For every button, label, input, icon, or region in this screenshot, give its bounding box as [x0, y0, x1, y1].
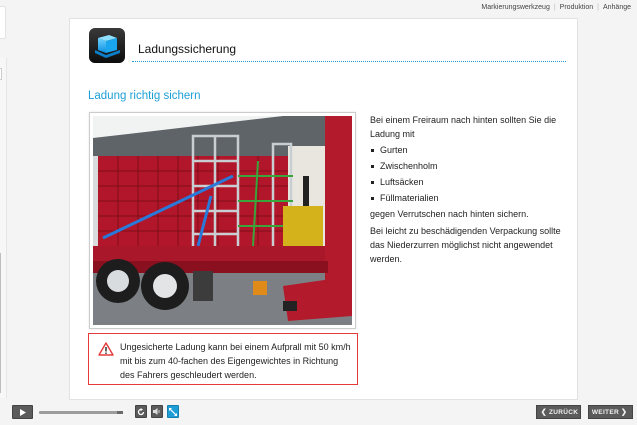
list-item: Füllmaterialien: [370, 191, 570, 205]
page-title: Ladungssicherung: [138, 42, 237, 56]
reload-button[interactable]: [135, 405, 147, 418]
list-item: Gurten: [370, 143, 570, 157]
truck-image: [93, 116, 352, 325]
topnav-separator: |: [597, 4, 599, 11]
topnav-markierungswerkzeug[interactable]: Markierungswerkzeug: [481, 4, 550, 11]
truck-photo: [89, 112, 356, 329]
topnav-separator: |: [553, 4, 556, 11]
fullscreen-icon: [169, 408, 177, 416]
outro-text: gegen Verrutschen nach hinten sichern.: [370, 209, 529, 219]
warning-box: [88, 333, 358, 385]
topnav-anhaenge[interactable]: Anhänge: [602, 4, 631, 11]
left-collapsed-sidebar: [0, 58, 7, 398]
progress-handle[interactable]: [117, 411, 123, 414]
play-button[interactable]: [12, 405, 33, 419]
slide-panel: [69, 18, 578, 400]
play-icon: [20, 409, 26, 416]
progress-slider[interactable]: [39, 411, 123, 414]
chevron-right-icon: ❯: [620, 409, 628, 416]
cargo-box-icon: [89, 28, 125, 63]
audio-button[interactable]: [151, 405, 163, 418]
next-button-label: WEITER: [591, 408, 619, 416]
left-collapsed-panel-top: [0, 6, 6, 39]
player-controls: [0, 400, 637, 425]
next-button[interactable]: [588, 405, 633, 419]
sidebar-input-stub[interactable]: [0, 68, 2, 80]
header-divider: [132, 61, 566, 62]
warning-triangle-icon: [98, 342, 114, 356]
back-button-label: ZURÜCK: [548, 408, 579, 416]
chevron-left-icon: ❮: [540, 409, 547, 416]
back-button[interactable]: [536, 405, 581, 419]
section-title: Ladung richtig sichern: [88, 90, 201, 102]
warning-text: Ungesicherte Ladung kann bei einem Aufprall mit 50 km/h mit bis zum 40-fachen des Eigengewichtes in Richtung des Fahrers geschleudert werden.: [120, 342, 351, 380]
topnav-produktion[interactable]: Produktion: [559, 4, 594, 11]
speaker-icon: [153, 408, 161, 415]
securing-methods-list: [370, 143, 570, 205]
list-item: Zwischenholm: [370, 159, 570, 173]
sidebar-scrollbar[interactable]: [0, 253, 1, 393]
note-text: Bei leicht zu beschädigenden Verpackung sollte das Niederzurren möglichst nicht angewendet werden.: [370, 226, 561, 264]
top-navigation: [481, 4, 631, 11]
list-item: Luftsäcken: [370, 175, 570, 189]
reload-icon: [137, 408, 145, 416]
intro-text: Bei einem Freiraum nach hinten sollten Sie die Ladung mit: [370, 115, 557, 139]
body-text: [370, 113, 570, 268]
fullscreen-button[interactable]: [167, 405, 179, 418]
